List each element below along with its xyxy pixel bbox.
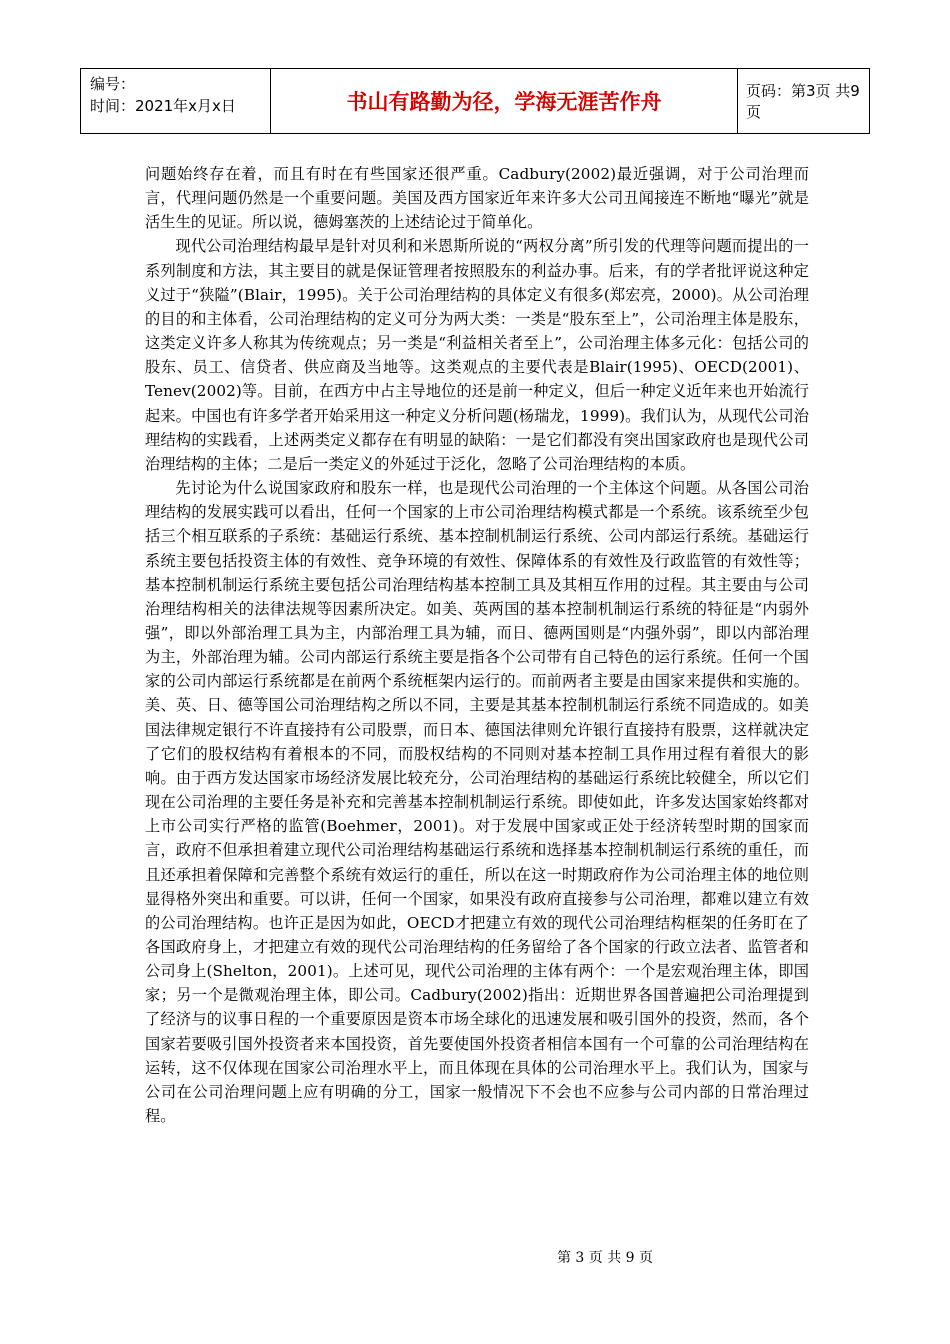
paragraph: 问题始终存在着，而且有时在有些国家还很严重。Cadbury(2002)最近强调，对于公司治理而言，代理问题仍然是一个重要问题。美国及西方国家近年来许多大公司丑闻接连不断地“曝光”就是活生生的见证。所以说，德姆塞茨的上述结论过于简单化。 [145,165,809,232]
page-footer: 第 3 页 共 9 页 [556,1250,654,1266]
header-motto: 书山有路勤为径，学海无涯苦作舟 [271,69,738,133]
document-time-label: 时间：2021年x月x日 [90,97,236,115]
paragraph: 先讨论为什么说国家政府和股东一样，也是现代公司治理的一个主体这个问题。从各国公司治理结构的发展实践可以看出，任何一个国家的上市公司治理结构模式都是一个系统。该系统至少包括三个相互联系的子系统：基础运行系统、基本控制机制运行系统、公司内部运行系统。基础运行系统主要包括投资主体的有效性、竞争环境的有效性、保障体系的有效性及行政监管的有效性等；基本控制机制运行系统主要包括公司治理结构基本控制工具及其相互作用的过程。其主要由与公司治理结构相关的法律法规等因素所决定。如美、英两国的基本控制机制运行系统的特征是“内弱外强”，即以外部治理工具为主，内部治理工具为辅，而日、德两国则是“内强外弱”，即以内部治理为主，外部治理为辅。公司内部运行系统主要是指各个公司带有自己特色的运行系统。任何一个国家的公司内部运行系统都是在前两个系统框架内运行的。而前两者主要是由国家来提供和实施的。美、英、日、德等国公司治理结构之所以不同，主要是其基本控制机制运行系统不同造成的。如美国法律规定银行不许直接持有公司股票，而日本、德国法律则允许银行直接持有股票，这样就决定了它们的股权结构有着根本的不同，而股权结构的不同则对基本控制工具作用过程有着很大的影响。由于西方发达国家市场经济发展比较充分，公司治理结构的基础运行系统比较健全，所以它们现在公司治理的主要任务是补充和完善基本控制机制运行系统。即使如此，许多发达国家始终都对上市公司实行严格的监管(Boehmer，2001)。对于发展中国家或正处于经济转型时期的国家而言，政府不但承担着建立现代公司治理结构基础运行系统和选择基本控制机制运行系统的重任，而且还承担着保障和完善整个系统有效运行的重任，所以在这一时期政府作为公司治理主体的地位则显得格外突出和重要。可以讲，任何一个国家，如果没有政府直接参与公司治理，都难以建立有效的公司治理结构。也许正是因为如此，OECD才把建立有效的现代公司治理结构框架的任务盯在了各国政府身上，才把建立有效的现代公司治理结构的任务留给了各个国家的行政立法者、监管者和公司身上(Shelton，2001)。上述可见，现代公司治理的主体有两个：一个是宏观治理主体，即国家；另一个是微观治理主体，即公司。Cadbury(2002)指出：近期世界各国普遍把公司治理提到了经济与的议事日程的一个重要原因是资本市场全球化的迅速发展和吸引国外的投资，然而，各个国家若要吸引国外投资者来本国投资，首先要使国外投资者相信本国有一个可靠的公司治理结构在运转，这不仅体现在国家公司治理水平上，而且体现在具体的公司治理水平上。我们认为，国家与公司在公司治理问题上应有明确的分工，国家一般情况下不会也不应参与公司内部的日常治理过程。 [145,479,809,1126]
header-meta [81,69,271,133]
document-number-label: 编号： [90,75,136,93]
document-body [145,162,809,1128]
page-header [80,68,870,134]
header-page-info: 页码：第3页 共9页 [746,82,860,121]
paragraph: 现代公司治理结构最早是针对贝利和米恩斯所说的“两权分离”所引发的代理等问题而提出的一系列制度和方法，其主要目的就是保证管理者按照股东的利益办事。后来，有的学者批评说这种定义过于“狭隘”(Blair，1995)。关于公司治理结构的具体定义有很多(郑宏亮，2000)。从公司治理的目的和主体看，公司治理结构的定义可分为两大类：一类是“股东至上”，公司治理主体是股东，这类定义许多人称其为传统观点；另一类是“利益相关者至上”，公司治理主体多元化：包括公司的股东、员工、信贷者、供应商及当地等。这类观点的主要代表是Blair(1995)、OECD(2001)、Tenev(2002)等。目前，在西方中占主导地位的还是前一种定义，但后一种定义近年来也开始流行起来。中国也有许多学者开始采用这一种定义分析问题(杨瑞龙，1999)。我们认为，从现代公司治理结构的实践看，上述两类定义都存在有明显的缺陷：一是它们都没有突出国家政府也是现代公司治理结构的主体；二是后一类定义的外延过于泛化，忽略了公司治理结构的本质。 [145,237,809,473]
